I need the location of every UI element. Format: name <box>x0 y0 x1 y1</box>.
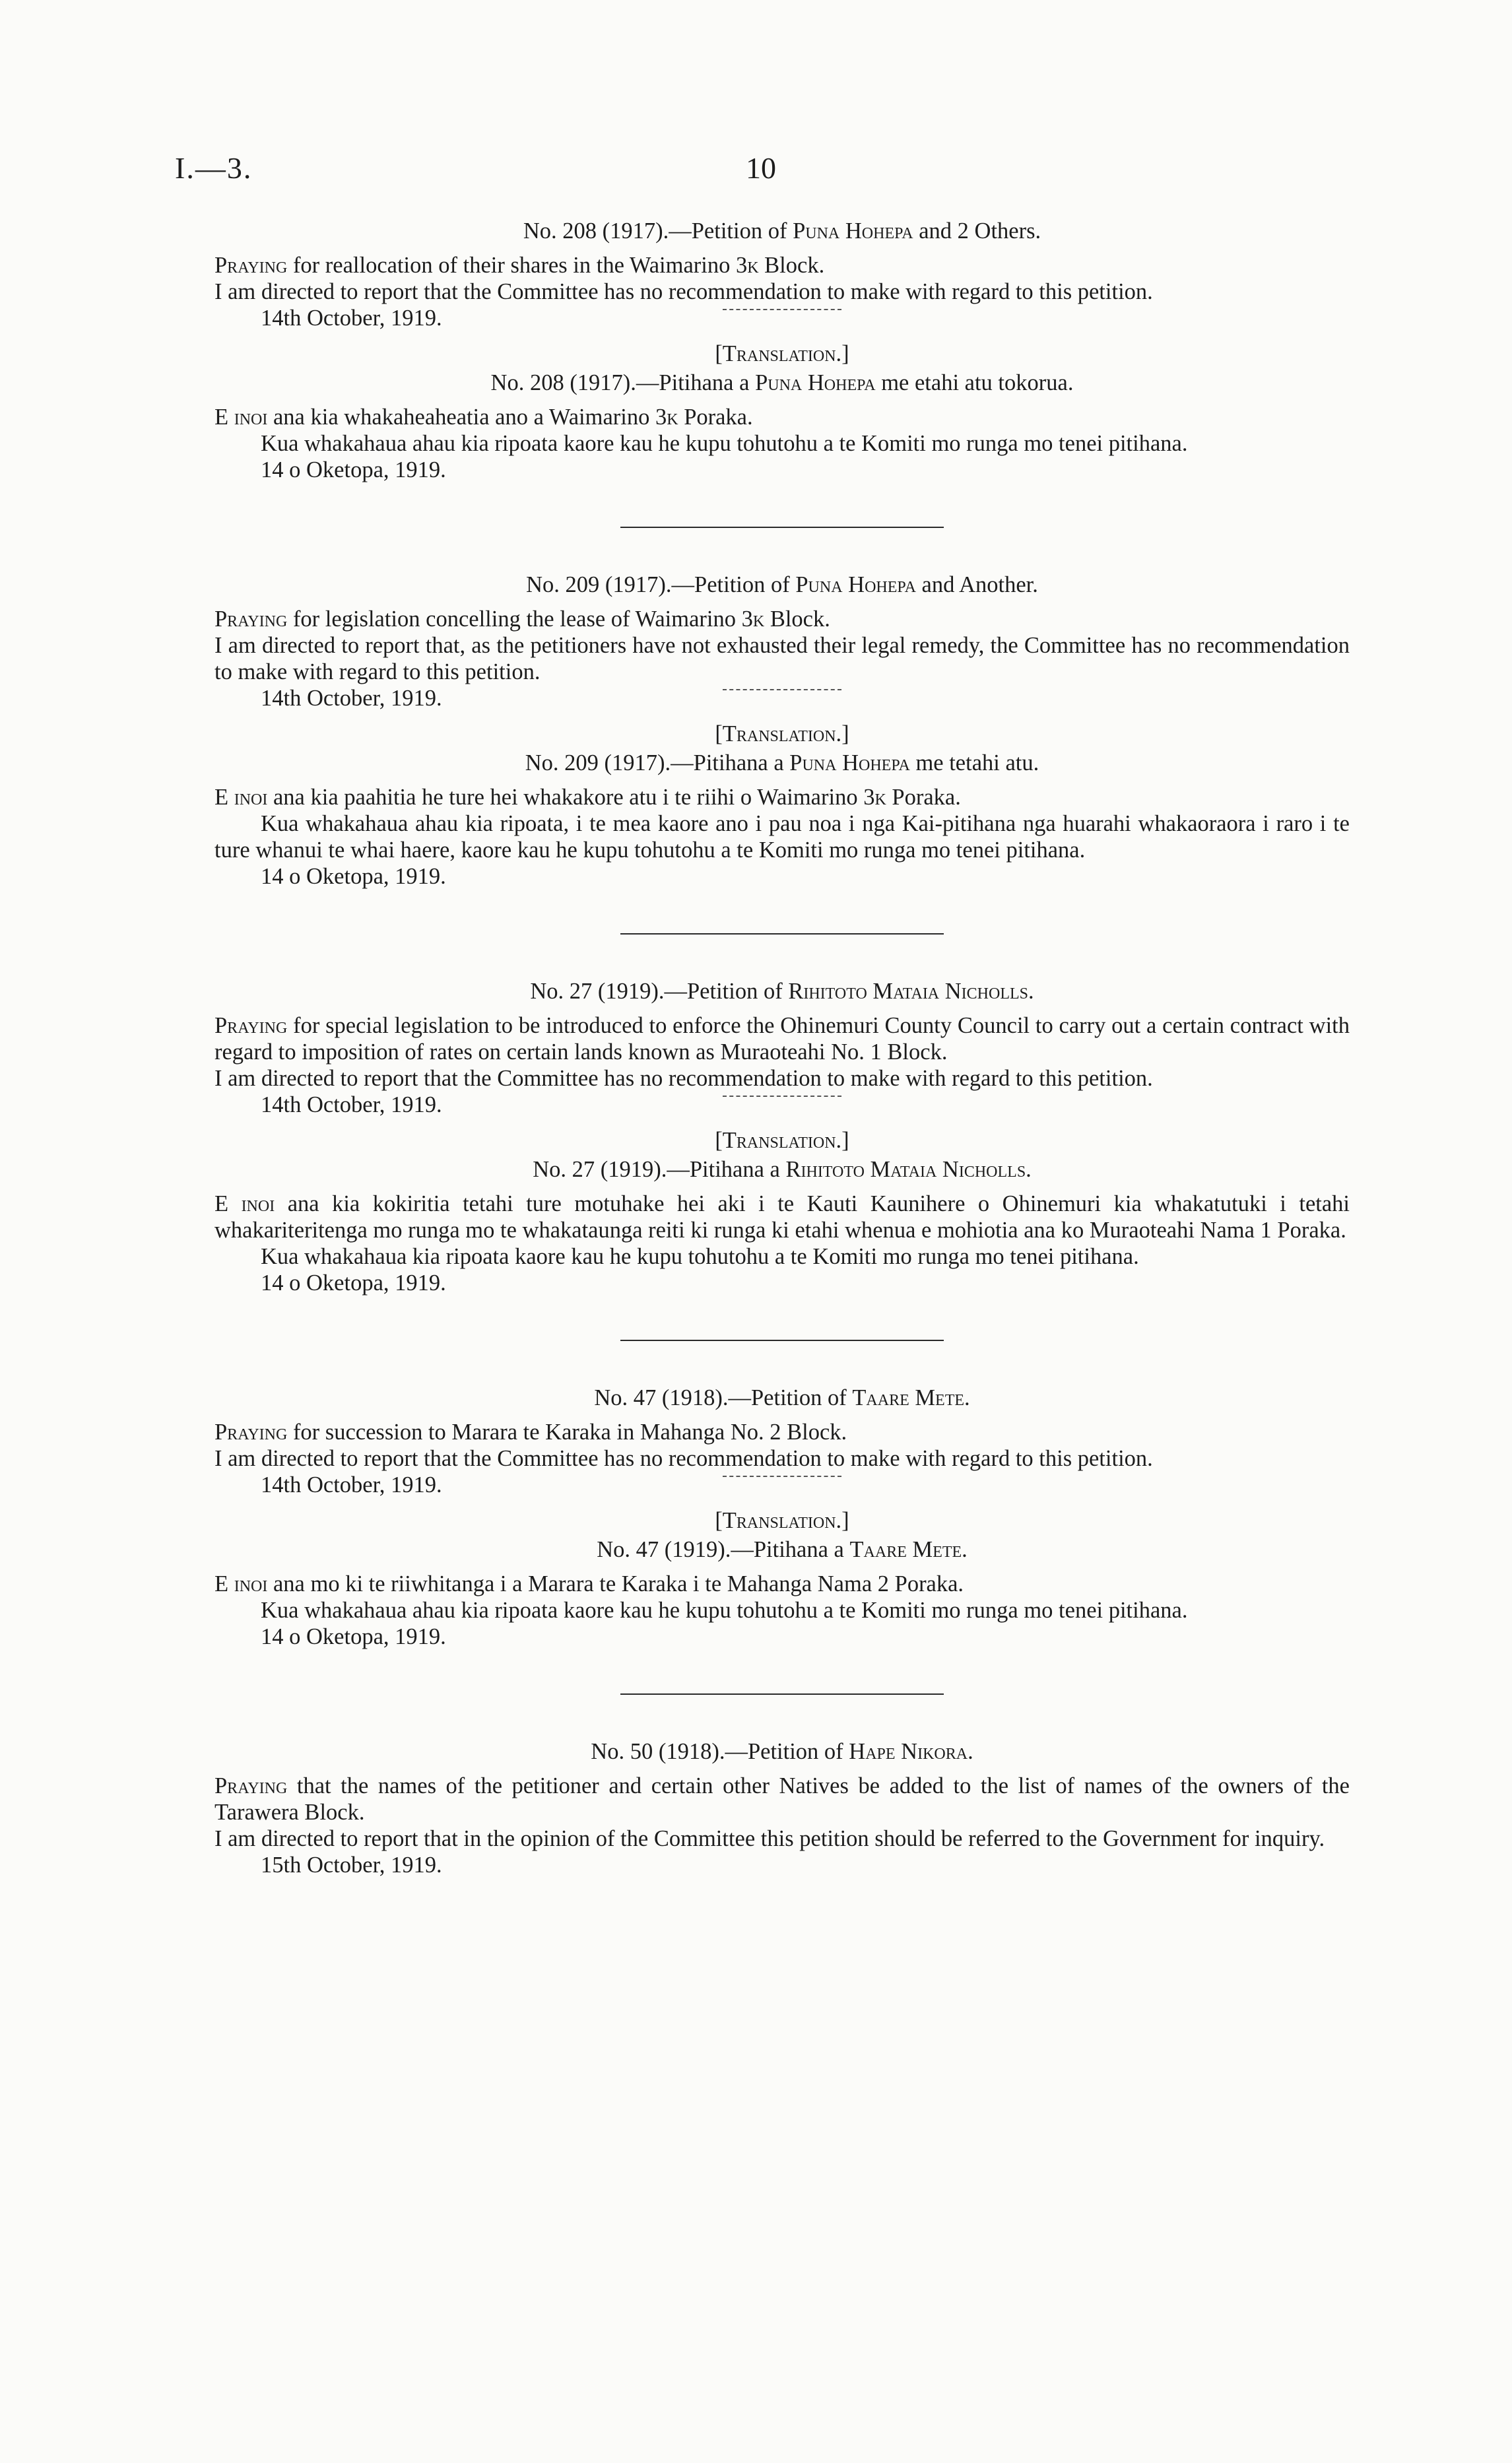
petition-report: I am directed to report that the Committee has no recommendation to make with regard to this petition. <box>214 279 1153 304</box>
petition-report: I am directed to report that the Committee has no recommendation to make with regard to this petition. <box>214 1066 1153 1091</box>
petition-date: 15th October, 1919. <box>261 1853 442 1878</box>
translation-date: 14 o Oketopa, 1919. <box>261 864 446 889</box>
petition-entry <box>214 218 1350 483</box>
petition-date: 14th October, 1919. <box>261 1472 442 1497</box>
petition-entry <box>214 978 1350 1296</box>
translation-label: [Translation.] <box>715 341 849 366</box>
petition-title: No. 50 (1918).—Petition of Hape Nikora. <box>591 1739 973 1764</box>
translation-label: [Translation.] <box>715 721 849 746</box>
translation-report: Kua whakahaua ahau kia ripoata kaore kau he kupu tohutohu a te Komiti mo runga mo tenei pitihana. <box>261 1598 1188 1623</box>
petition-date: 14th October, 1919. <box>261 1092 442 1117</box>
translation-title: No. 27 (1919).—Pitihana a Rihitoto Mataia Nicholls. <box>533 1157 1032 1182</box>
translation-date: 14 o Oketopa, 1919. <box>261 1270 446 1296</box>
petition-title: No. 47 (1918).—Petition of Taare Mete. <box>594 1385 970 1410</box>
short-dash-rule <box>723 1096 841 1097</box>
petition-report: I am directed to report that in the opinion of the Committee this petition should be referred to the Government for inquiry. <box>214 1826 1325 1851</box>
petition-prayer: Praying for reallocation of their shares in the Waimarino 3k Block. <box>214 253 825 278</box>
document-reference: I.—3. <box>175 151 253 185</box>
translation-label: [Translation.] <box>715 1128 849 1153</box>
translation-prayer: E inoi ana kia whakaheaheatia ano a Waimarino 3k Poraka. <box>214 405 753 430</box>
short-dash-rule <box>723 689 841 690</box>
translation-title: No. 208 (1917).—Pitihana a Puna Hohepa me etahi atu tokorua. <box>490 370 1074 395</box>
translation-title: No. 209 (1917).—Pitihana a Puna Hohepa me tetahi atu. <box>525 750 1039 775</box>
petition-title: No. 27 (1919).—Petition of Rihitoto Mataia Nicholls. <box>530 979 1034 1004</box>
page-header <box>0 150 1512 197</box>
translation-report: Kua whakahaua ahau kia ripoata kaore kau he kupu tohutohu a te Komiti mo runga mo tenei pitihana. <box>261 431 1188 456</box>
petition-title: No. 208 (1917).—Petition of Puna Hohepa and 2 Others. <box>523 218 1041 244</box>
translation-prayer: E inoi ana kia kokiritia tetahi ture motuhake hei aki i te Kauti Kaunihere o Ohinemuri kia whakatutuki i tetahi whakariteritenga mo runga mo te whakataunga reiti ki runga ki etahi whenua e mohiotia ana ko Muraoteahi Nama 1 Poraka. <box>214 1191 1350 1243</box>
petition-entry <box>214 1738 1350 1878</box>
translation-prayer: E inoi ana kia paahitia he ture hei whakakore atu i te riihi o Waimarino 3k Poraka. <box>214 785 961 810</box>
short-dash-rule <box>723 309 841 310</box>
document-body <box>214 218 1350 1878</box>
page-number: 10 <box>746 151 776 185</box>
petition-prayer: Praying for special legislation to be introduced to enforce the Ohinemuri County Council to carry out a certain contract with regard to imposition of rates on certain lands known as Muraoteahi No. 1 Block. <box>214 1013 1350 1065</box>
petition-prayer: Praying that the names of the petitioner and certain other Natives be added to the list of names of the owners of the Tarawera Block. <box>214 1773 1350 1825</box>
translation-date: 14 o Oketopa, 1919. <box>261 457 446 482</box>
section-divider <box>620 527 944 528</box>
translation-label: [Translation.] <box>715 1508 849 1533</box>
petition-prayer: Praying for legislation concelling the lease of Waimarino 3k Block. <box>214 607 830 632</box>
petition-entry <box>214 572 1350 890</box>
translation-title: No. 47 (1919).—Pitihana a Taare Mete. <box>597 1537 968 1562</box>
petition-title: No. 209 (1917).—Petition of Puna Hohepa and Another. <box>526 572 1038 597</box>
section-divider <box>620 1340 944 1341</box>
petition-report: I am directed to report that, as the petitioners have not exhausted their legal remedy, the Committee has no recommendation to make with regard to this petition. <box>214 633 1350 684</box>
translation-prayer: E inoi ana mo ki te riiwhitanga i a Marara te Karaka i te Mahanga Nama 2 Poraka. <box>214 1571 964 1596</box>
translation-report: Kua whakahaua ahau kia ripoata, i te mea kaore ano i pau noa i nga Kai-pitihana nga huarahi whakaoraora i raro i te ture whanui te whai haere, kaore kau he kupu tohutohu a te Komiti mo runga mo tenei pitihana. <box>214 811 1350 863</box>
section-divider <box>620 1693 944 1695</box>
petition-prayer: Praying for succession to Marara te Karaka in Mahanga No. 2 Block. <box>214 1420 847 1445</box>
petition-report: I am directed to report that the Committee has no recommendation to make with regard to this petition. <box>214 1446 1153 1471</box>
petition-date: 14th October, 1919. <box>261 686 442 711</box>
translation-report: Kua whakahaua kia ripoata kaore kau he kupu tohutohu a te Komiti mo runga mo tenei pitihana. <box>261 1244 1139 1269</box>
petition-entry <box>214 1385 1350 1650</box>
petition-date: 14th October, 1919. <box>261 306 442 331</box>
translation-date: 14 o Oketopa, 1919. <box>261 1624 446 1649</box>
short-dash-rule <box>723 1476 841 1477</box>
section-divider <box>620 933 944 935</box>
